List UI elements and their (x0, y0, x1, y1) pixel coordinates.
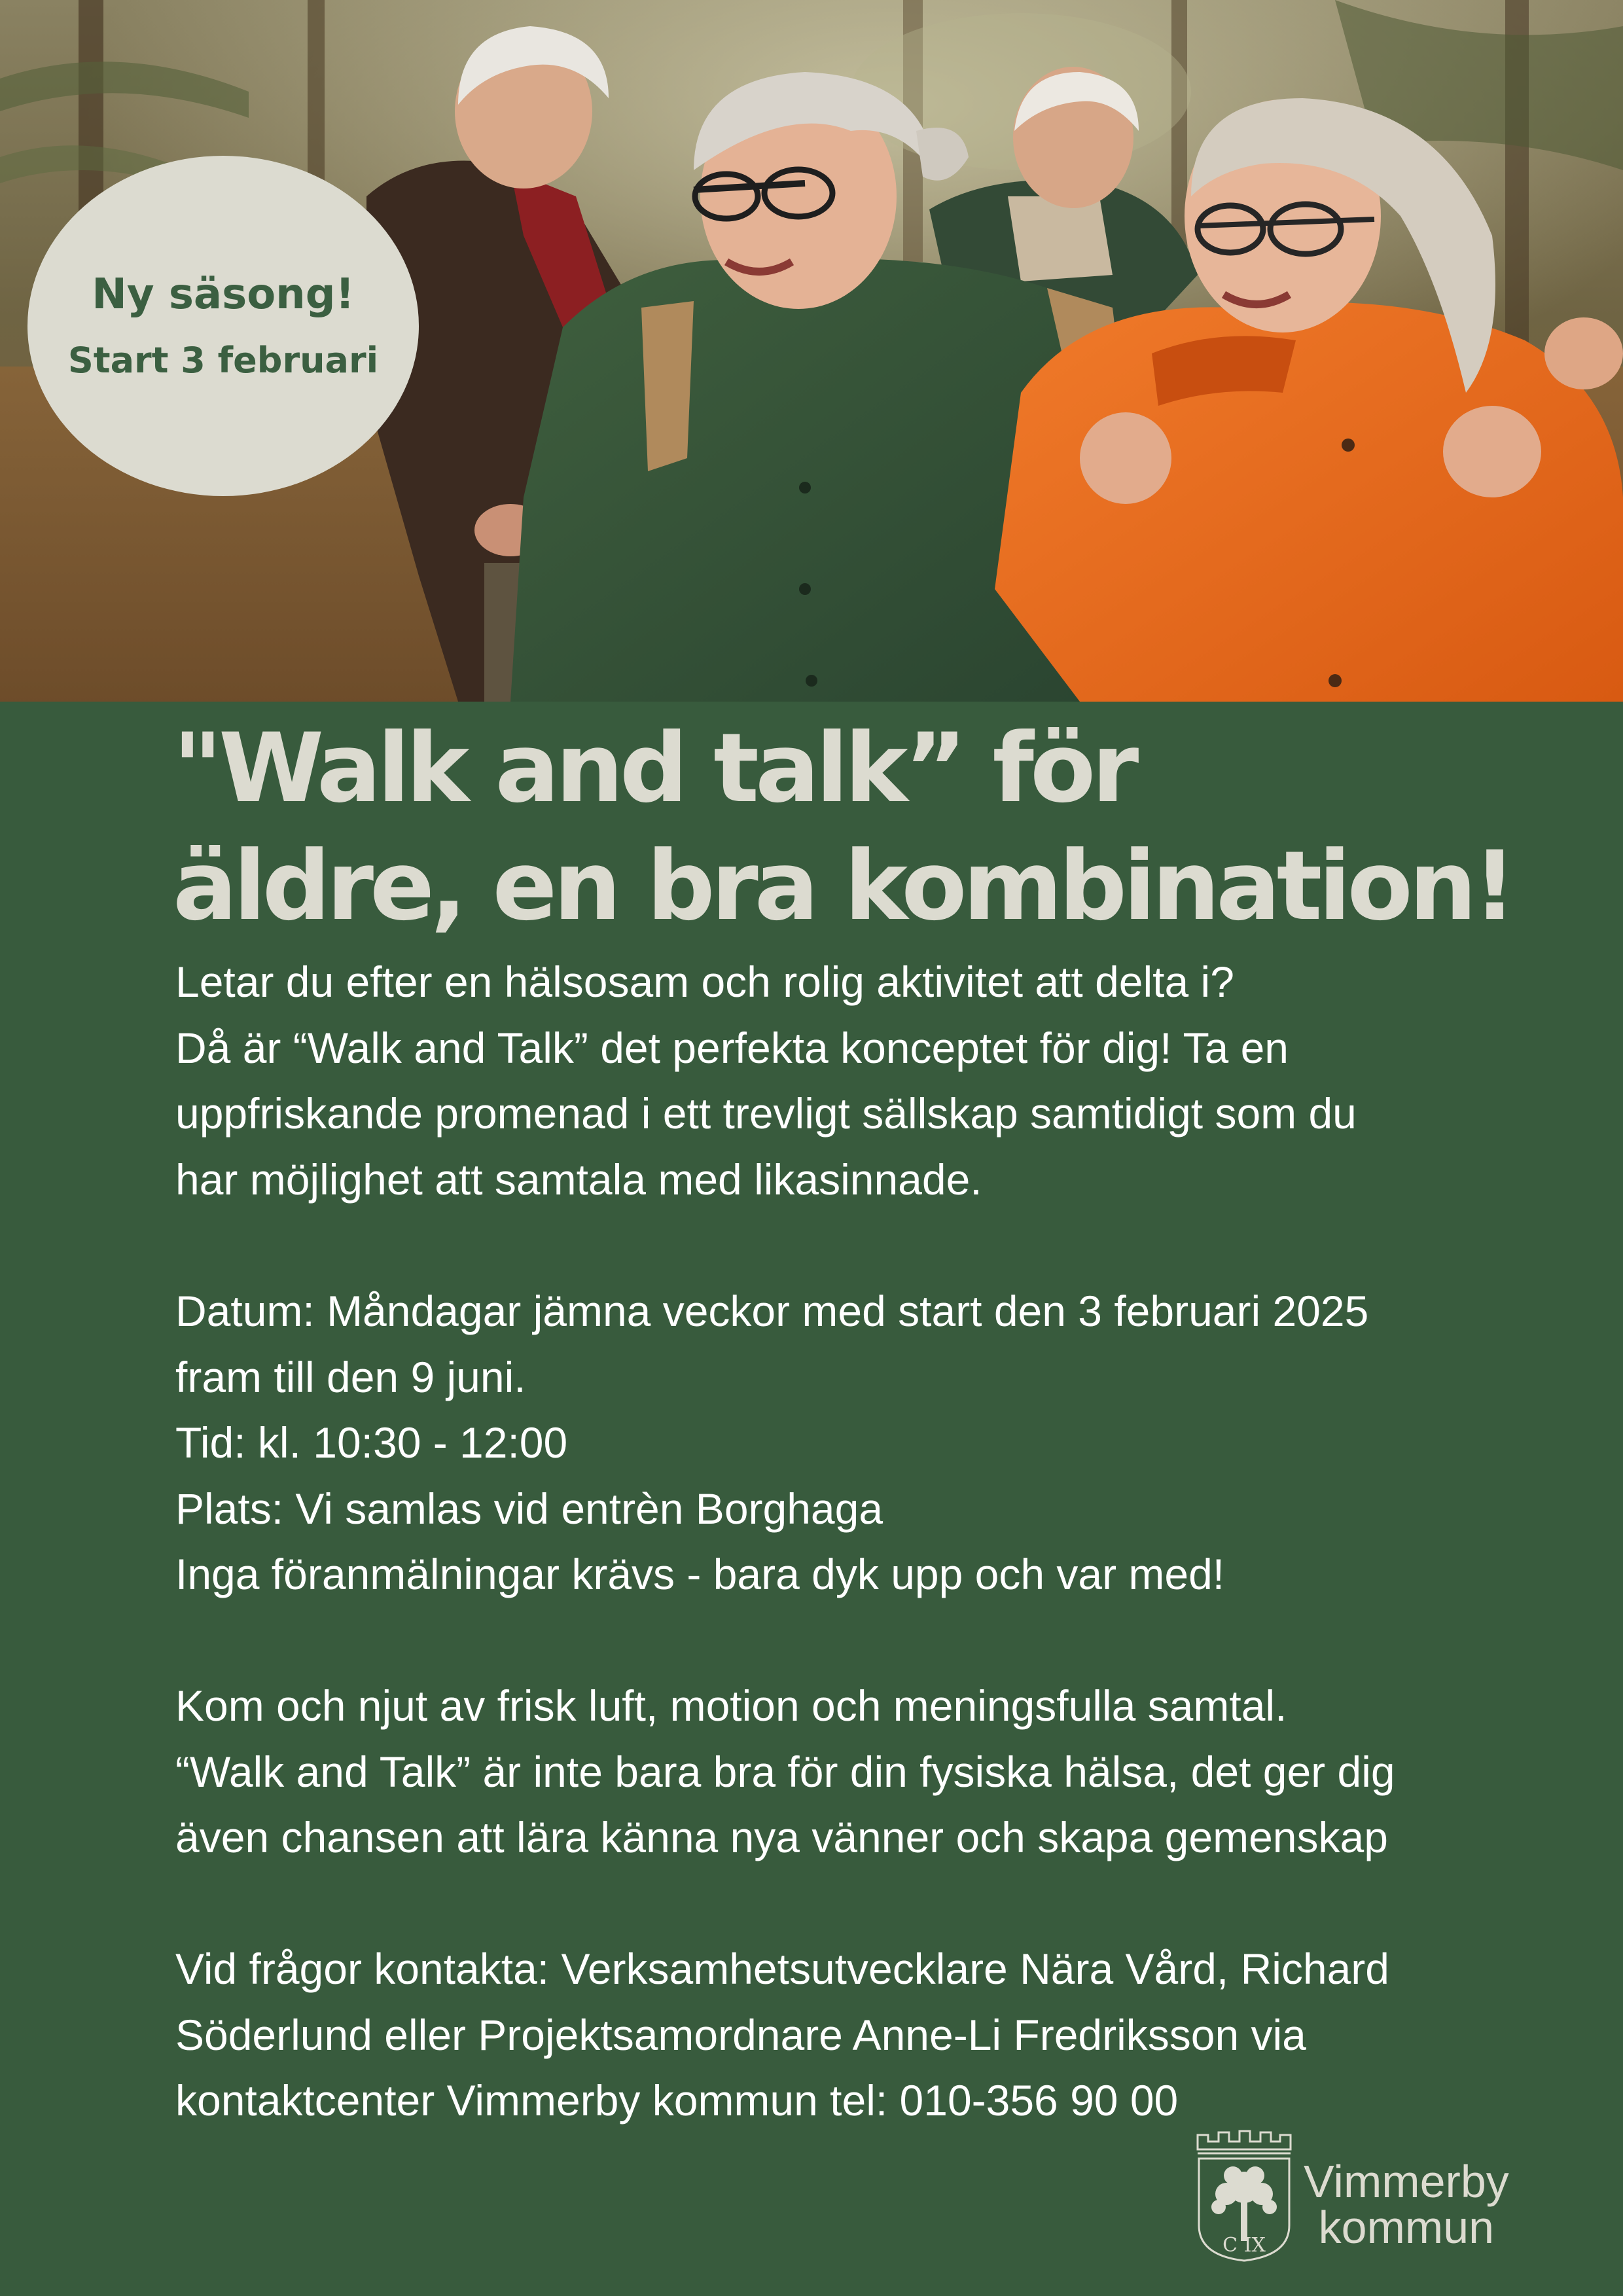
contact-line: kontaktcenter Vimmerby kommun tel: 010-356 90 00 (175, 2076, 1179, 2125)
benefits-line: även chansen att lära känna nya vänner och skapa gemenskap (175, 1813, 1388, 1861)
event-details (175, 1278, 1582, 1607)
municipal-crest-icon (1192, 2127, 1296, 2262)
intro-line: Letar du efter en hälsosam och rolig aktivitet att delta i? (175, 958, 1234, 1006)
hero-photo (0, 0, 1623, 702)
logo-name-line-2: kommun (1318, 2202, 1495, 2253)
benefits-line: Kom och njut av frisk luft, motion och meningsfulla samtal. (175, 1681, 1287, 1730)
headline-line-2: äldre, en bra kombination! (173, 831, 1513, 942)
logo-name-line-1: Vimmerby (1304, 2156, 1509, 2207)
page-title (173, 709, 1599, 945)
contact-paragraph (175, 1936, 1582, 2134)
headline-line-1: "Walk and talk” för (173, 713, 1135, 824)
intro-line: har möjlighet att samtala med likasinnade. (175, 1155, 982, 1204)
svg-text:C IX: C IX (1222, 2234, 1266, 2257)
contact-line: Vid frågor kontakta: Verksamhetsutvecklare Nära Vård, Richard (175, 1945, 1389, 1993)
new-season-badge (27, 156, 419, 496)
registration-line: Inga föranmälningar krävs - bara dyk upp och var med! (175, 1550, 1225, 1598)
date-line-continued: fram till den 9 juni. (175, 1352, 526, 1401)
contact-line: Söderlund eller Projektsamordnare Anne-Li Fredriksson via (175, 2010, 1306, 2059)
time-line: Tid: kl. 10:30 - 12:00 (175, 1418, 568, 1467)
vimmerby-kommun-logo (1192, 2127, 1572, 2265)
intro-line: uppfriskande promenad i ett trevligt sällskap samtidigt som du (175, 1089, 1357, 1138)
badge-start-date: Start 3 februari (67, 339, 379, 381)
municipality-name (1304, 2156, 1509, 2253)
benefits-paragraph (175, 1673, 1582, 1871)
intro-line: Då är “Walk and Talk” det perfekta konceptet för dig! Ta en (175, 1023, 1289, 1072)
intro-paragraph (175, 949, 1582, 1212)
date-line: Datum: Måndagar jämna veckor med start den 3 februari 2025 (175, 1287, 1369, 1335)
benefits-line: “Walk and Talk” är inte bara bra för din fysiska hälsa, det ger dig (175, 1747, 1395, 1796)
place-line: Plats: Vi samlas vid entrèn Borghaga (175, 1484, 883, 1533)
badge-title: Ny säsong! (92, 270, 355, 319)
